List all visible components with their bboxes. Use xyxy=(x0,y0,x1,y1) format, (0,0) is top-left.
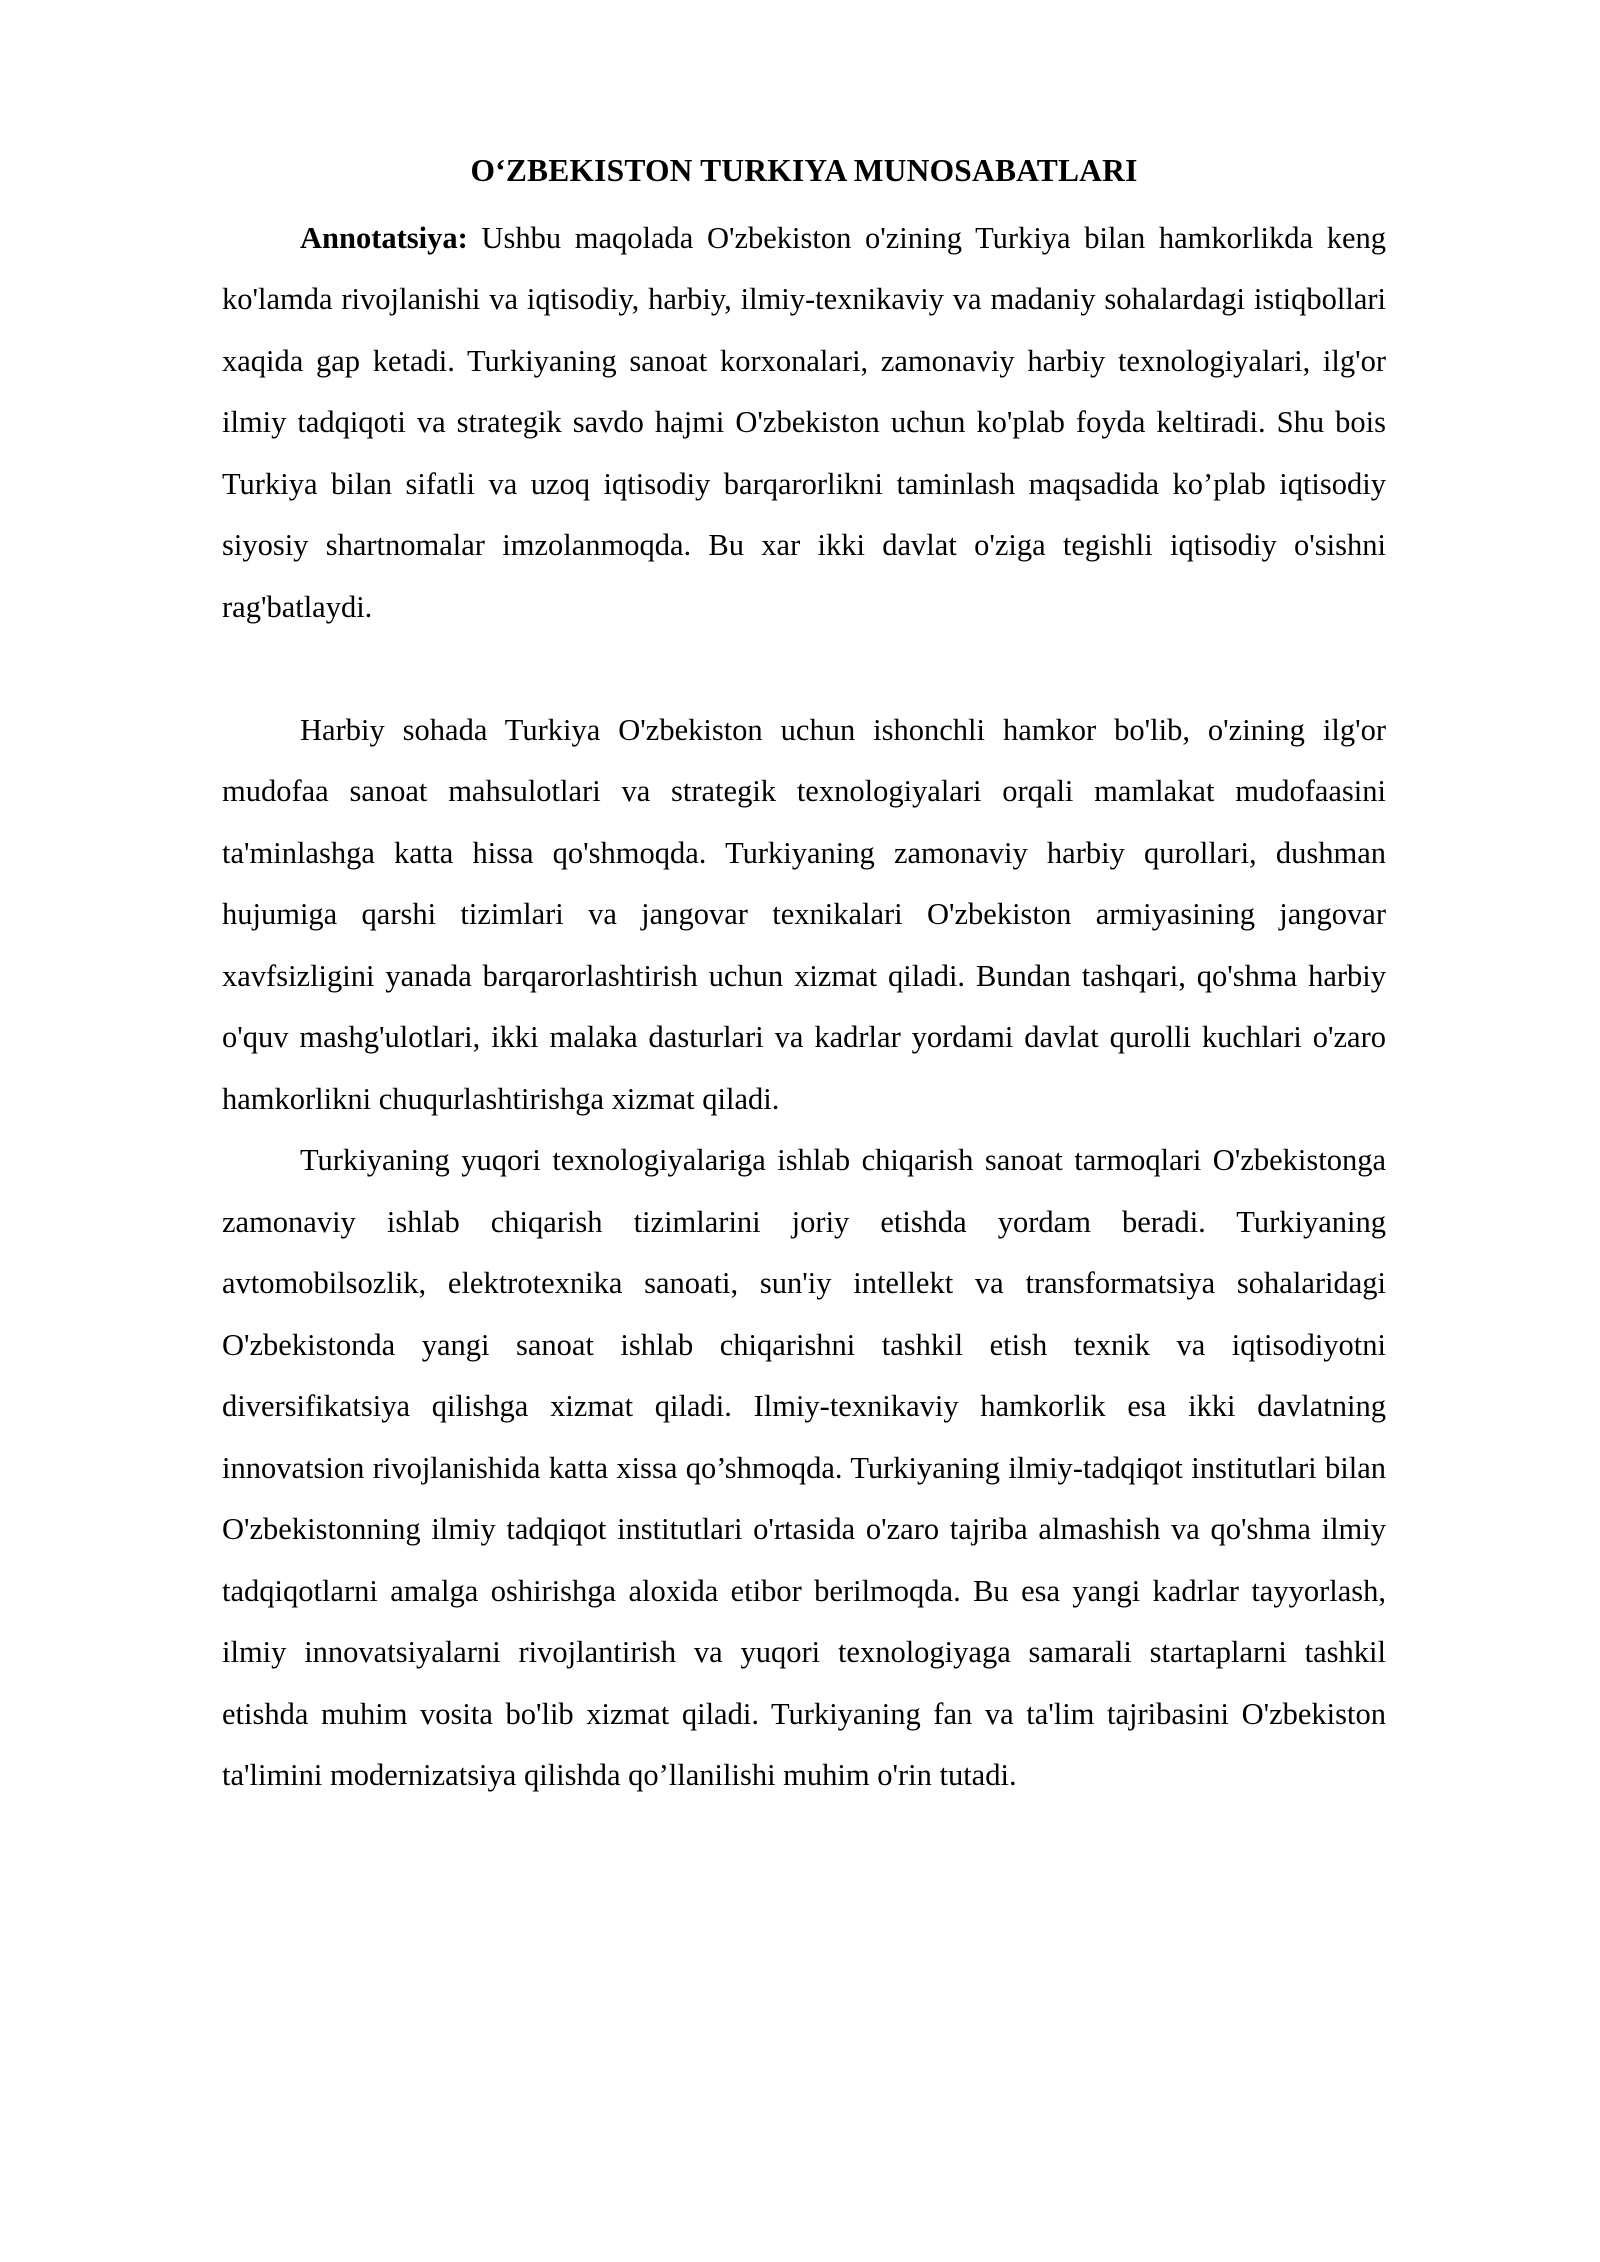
paragraph-spacer xyxy=(222,638,1386,700)
annotation-body: Ushbu maqolada O'zbekiston o'zining Turkiya bilan hamkorlikda keng ko'lamda rivojlanishi va iqtisodiy, harbiy, ilmiy-texnikaviy va madaniy sohalardagi istiqbollari xaqida gap ketadi. Turkiyaning sanoat korxonalari, zamonaviy harbiy texnologiyalari, ilg'or ilmiy tadqiqoti va strategik savdo hajmi O'zbekiston uchun ko'plab foyda keltiradi. Shu bois Turkiya bilan sifatli va uzoq iqtisodiy barqarorlikni taminlash maqsadida ko’plab iqtisodiy siyosiy shartnomalar imzolanmoqda. Bu xar ikki davlat o'ziga tegishli iqtisodiy o'sishni rag'batlaydi. xyxy=(222,220,1386,624)
paragraph-body: Turkiyaning yuqori texnologiyalariga ishlab chiqarish sanoat tarmoqlari O'zbekistonga zamonaviy ishlab chiqarish tizimlarini joriy etishda yordam beradi. Turkiyaning avtomobilsozlik, elektrotexnika sanoati, sun'iy intellekt va transformatsiya sohalaridagi O'zbekistonda yangi sanoat ishlab chiqarishni tashkil etish texnik va iqtisodiyotni diversifikatsiya qilishga xizmat qiladi. Ilmiy-texnikaviy hamkorlik esa ikki davlatning innovatsion rivojlanishida katta xissa qo’shmoqda. Turkiyaning ilmiy-tadqiqot institutlari bilan O'zbekistonning ilmiy tadqiqot institutlari o'rtasida o'zaro tajriba almashish va qo'shma ilmiy tadqiqotlarni amalga oshirishga aloxida etibor berilmoqda. Bu esa yangi kadrlar tayyorlash, ilmiy innovatsiyalarni rivojlantirish va yuqori texnologiyaga samarali startaplarni tashkil etishda muhim vosita bo'lib xizmat qiladi. Turkiyaning fan va ta'lim tajribasini O'zbekiston ta'limini modernizatsiya qilishda qo’llanilishi muhim o'rin tutadi. xyxy=(222,1143,1386,1793)
paragraph-body: Harbiy sohada Turkiya O'zbekiston uchun ishonchli hamkor bo'lib, o'zining ilg'or mudofaa sanoat mahsulotlari va strategik texnologiyalari orqali mamlakat mudofaasini ta'minlashga katta hissa qo'shmoqda. Turkiyaning zamonaviy harbiy qurollari, dushman hujumiga qarshi tizimlari va jangovar texnikalari O'zbekiston armiyasining jangovar xavfsizligini yanada barqarorlashtirish uchun xizmat qiladi. Bundan tashqari, qo'shma harbiy o'quv mashg'ulotlari, ikki malaka dasturlari va kadrlar yordami davlat qurolli kuchlari o'zaro hamkorlikni chuqurlashtirishga xizmat qiladi. xyxy=(222,712,1386,1116)
paragraph-annotation xyxy=(222,208,1386,639)
annotation-label: Annotatsiya: xyxy=(300,220,468,255)
page-title: O‘ZBEKISTON TURKIYA MUNOSABATLARI xyxy=(470,153,1138,188)
paragraph-technology-science-cooperation xyxy=(222,1130,1386,1807)
paragraph-military-cooperation xyxy=(222,700,1386,1131)
document-content xyxy=(222,150,1386,1807)
